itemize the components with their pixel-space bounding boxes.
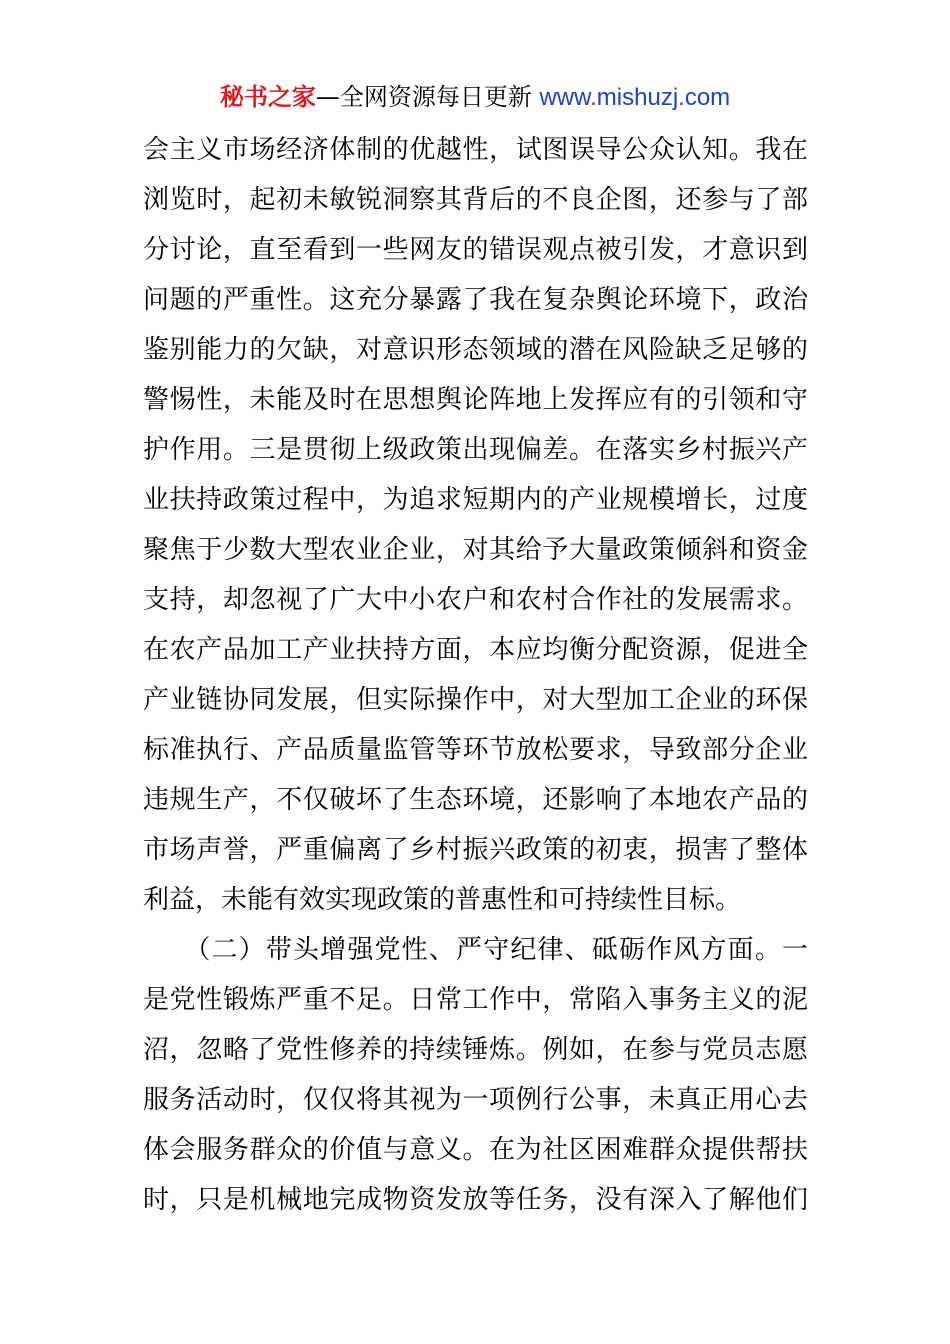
header-tagline: —全网资源每日更新	[315, 83, 532, 111]
text-line: 时，只是机械地完成物资发放等任务，没有深入了解他们	[143, 1185, 808, 1215]
site-url-link[interactable]: www.mishuzj.com	[539, 84, 731, 111]
text-line: （二）带头增强党性、严守纪律、砥砺作风方面。一	[143, 935, 808, 965]
paragraph-2	[143, 925, 808, 1225]
brand-name: 秘书之家	[219, 83, 316, 111]
text-line: 问题的严重性。这充分暴露了我在复杂舆论环境下，政治	[143, 285, 808, 315]
text-line: 护作用。三是贯彻上级政策出现偏差。在落实乡村振兴产	[143, 435, 808, 465]
paragraph-1	[143, 125, 808, 925]
text-line: 市场声誉，严重偏离了乡村振兴政策的初衷，损害了整体	[143, 835, 808, 865]
text-line: 浏览时，起初未敏锐洞察其背后的不良企图，还参与了部	[143, 185, 808, 215]
text-line: 沼，忽略了党性修养的持续锤炼。例如，在参与党员志愿	[143, 1035, 808, 1065]
text-line: 在农产品加工产业扶持方面，本应均衡分配资源，促进全	[143, 635, 808, 665]
text-line: 聚焦于少数大型农业企业，对其给予大量政策倾斜和资金	[143, 535, 808, 565]
text-line: 警惕性，未能及时在思想舆论阵地上发挥应有的引领和守	[143, 385, 808, 415]
text-line: 利益，未能有效实现政策的普惠性和可持续性目标。	[143, 885, 742, 915]
text-line: 鉴别能力的欠缺，对意识形态领域的潜在风险缺乏足够的	[143, 335, 808, 365]
text-line: 违规生产，不仅破坏了生态环境，还影响了本地农产品的	[143, 785, 808, 815]
text-line: 标准执行、产品质量监管等环节放松要求，导致部分企业	[143, 735, 808, 765]
text-line: 服务活动时，仅仅将其视为一项例行公事，未真正用心去	[143, 1085, 808, 1115]
site-header	[0, 80, 950, 115]
text-line: 会主义市场经济体制的优越性，试图误导公众认知。我在	[143, 135, 808, 165]
text-line: 业扶持政策过程中，为追求短期内的产业规模增长，过度	[143, 485, 808, 515]
text-line: 产业链协同发展，但实际操作中，对大型加工企业的环保	[143, 685, 808, 715]
text-line: 分讨论，直至看到一些网友的错误观点被引发，才意识到	[143, 235, 808, 265]
text-line: 是党性锻炼严重不足。日常工作中，常陷入事务主义的泥	[143, 985, 808, 1015]
text-line: 支持，却忽视了广大中小农户和农村合作社的发展需求。	[143, 585, 808, 615]
document-body	[143, 125, 808, 1225]
text-line: 体会服务群众的价值与意义。在为社区困难群众提供帮扶	[143, 1135, 808, 1165]
